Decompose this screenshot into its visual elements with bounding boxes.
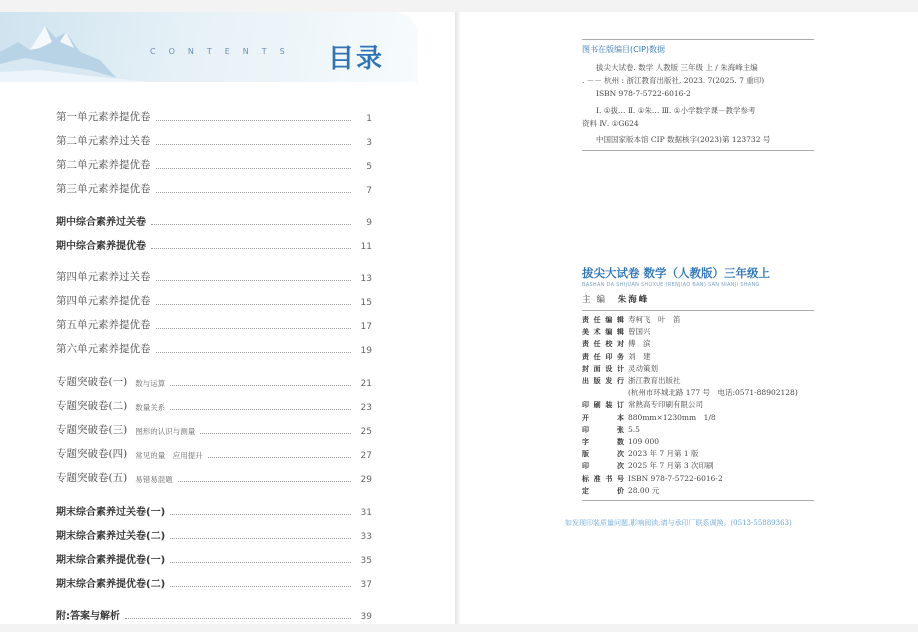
toc-leader-dots [156,168,352,169]
toc-entry-title: 期末综合素养过关卷(一) [56,507,166,518]
toc-leader-dots [200,433,351,434]
info-key: 出版发行 [582,377,624,386]
cip-class-line: 资料 Ⅳ. ①G624 [582,119,639,128]
toc-entry-subtitle: 数与运算 [135,379,166,388]
toc-entry-title: 第五单元素养提优卷 [56,319,151,331]
toc-entry [56,526,372,542]
toc-entry-title: 期末综合素养提优卷(一) [56,555,166,566]
toc-entry-subtitle: 易错易混题 [135,475,173,484]
publication-info-table [582,314,814,501]
cip-line: 拔尖大试卷. 数学 人教版 三年级 上 / 朱海峰主编 [596,63,758,72]
info-key: 印张 [582,425,624,434]
toc-entry [56,502,372,518]
editor-name: 朱海峰 [617,295,650,305]
toc-entry [56,108,372,124]
info-value: 2023 年 7 月第 1 版 [628,449,699,459]
info-key: 印刷装订 [582,401,624,410]
info-key: 字数 [582,438,624,447]
toc-entry-subtitle: 数量关系 [135,403,166,412]
toc-leader-dots [156,304,352,305]
cip-line: . －－ 杭州 : 浙江教育出版社, 2023. 7(2025. 7 重印) [582,76,765,85]
toc-page-number: 33 [360,532,372,542]
toc-entry [56,421,372,437]
toc-leader-dots [170,385,351,386]
toc-entry [56,397,372,413]
info-key: 版次 [582,450,624,459]
cip-number: 中国国家版本馆 CIP 数据核字(2023)第 123732 号 [596,135,771,144]
toc-leader-dots [156,192,352,193]
info-row [582,436,814,448]
toc-leader-dots [151,224,351,225]
toc-entry [56,340,372,356]
toc-entry [56,574,372,590]
page-title: 目录 [328,44,385,74]
cip-line: ISBN 978-7-5722-6016-2 [596,89,691,98]
contents-banner [0,12,418,82]
toc-entry [56,606,372,622]
toc-entry-title: 专题突破卷(四) [56,448,128,460]
info-value: ISBN 978-7-5722-6016-2 [628,473,723,483]
info-value: 28.00 元 [628,485,660,495]
toc-leader-dots [156,144,352,145]
toc-entry-subtitle: 常见的量 应用提升 [135,451,203,460]
toc-page-number: 21 [360,379,372,389]
toc-entry [56,268,372,284]
cip-class-line: Ⅰ. ①拔… Ⅱ. ①朱… Ⅲ. ①小学数学课－教学参考 [596,106,756,115]
toc-entry-title: 第六单元素养提优卷 [56,343,151,355]
toc-entry-title: 期末综合素养提优卷(二) [56,579,166,590]
toc-entry [56,550,372,566]
toc-page-number: 27 [360,451,372,461]
info-key: 开本 [582,413,624,422]
info-row [582,375,814,387]
toc-leader-dots [156,280,352,281]
toc-entry [56,316,372,332]
toc-leader-dots [170,562,351,563]
toc-entry-subtitle: 图形的认识与测量 [135,427,196,436]
left-page-contents [0,12,455,624]
toc-entry-title: 专题突破卷(五) [56,472,128,484]
toc-leader-dots [178,481,351,482]
cip-data-block [582,39,814,151]
info-value: 傅 滨 [628,339,651,349]
toc-leader-dots [125,618,351,619]
toc-page-number: 17 [360,322,372,332]
info-value: 2025 年 7 月第 3 次印刷 [628,461,714,471]
footer-note: 如发现印装质量问题,影响阅读,请与承印厂联系调换。(0513-55889363) [565,519,792,527]
editor-label: 主编 [582,295,612,305]
info-value: 灵动策划 [628,363,658,373]
toc-entry-title: 期中综合素养提优卷 [56,241,146,252]
toc-leader-dots [156,120,352,121]
toc-entry-title: 专题突破卷(一) [56,376,128,388]
toc-entry-title: 专题突破卷(二) [56,400,128,412]
toc-page-number: 1 [366,114,372,124]
info-key [582,387,624,399]
toc-entry-title: 第三单元素养提优卷 [56,183,151,195]
info-row [582,399,814,411]
toc-leader-dots [156,328,352,329]
toc-entry-title: 专题突破卷(三) [56,424,128,436]
toc-entry-title: 第四单元素养提优卷 [56,295,151,307]
toc-entry-title: 第四单元素养过关卷 [56,271,151,283]
toc-page-number: 37 [360,580,372,590]
info-row [582,485,814,497]
toc-page-number: 9 [366,218,372,228]
book-pinyin: BASHAN DA SHIJUAN SHUXUE (RENJIAO BAN) SAN NIANJI SHANG [582,282,760,288]
info-key: 责任校对 [582,340,624,349]
toc-entry [56,469,372,485]
toc-entry [56,156,372,172]
info-row [582,351,814,363]
toc-entry [56,212,372,228]
toc-page-number: 19 [360,346,372,356]
toc-page-number: 5 [366,162,372,172]
contents-word: CONTENTS [150,47,298,56]
info-value: 常熟高专印刷有限公司 [628,400,703,410]
toc-entry [56,180,372,196]
info-key: 美术编辑 [582,328,624,337]
toc-page-number: 7 [366,186,372,196]
toc-entry-title: 第一单元素养提优卷 [56,111,151,123]
toc-entry [56,445,372,461]
toc-leader-dots [170,409,351,410]
info-value: 曾国兴 [628,327,651,337]
toc-leader-dots [170,514,351,515]
info-key: 标准书号 [582,474,624,483]
book-title: 拔尖大试卷 数学（人教版）三年级上 [582,266,771,280]
toc-entry [56,132,372,148]
toc-leader-dots [170,586,351,587]
info-value: 浙江教育出版社 [628,376,681,386]
info-row [582,387,814,399]
toc-entry [56,292,372,308]
info-row [582,338,814,350]
toc-leader-dots [151,248,351,249]
toc-entry-title: 期末综合素养过关卷(二) [56,531,166,542]
right-page-copyright [460,12,918,624]
info-value: (杭州市环城北路 177 号 电话:0571-88902128) [628,388,798,398]
toc-page-number: 13 [360,274,372,284]
info-row [582,473,814,485]
info-row [582,460,814,472]
info-key: 责任编辑 [582,316,624,324]
toc-entry [56,373,372,389]
info-row [582,424,814,436]
info-value: 109 000 [628,437,660,447]
info-key: 责任印务 [582,352,624,361]
info-row [582,448,814,460]
toc-page-number: 39 [360,612,372,622]
chief-editor [582,293,814,311]
info-row [582,363,814,375]
info-value: 5.5 [628,424,640,434]
toc-entry-title: 期中综合素养过关卷 [56,217,146,228]
info-row [582,326,814,338]
toc-page-number: 31 [360,508,372,518]
toc-page-number: 3 [366,138,372,148]
toc-page-number: 23 [360,403,372,413]
info-row [582,314,814,326]
info-value: 寿柯飞 叶 笛 [628,315,681,324]
info-value: 刘 建 [628,351,651,361]
toc-leader-dots [170,538,351,539]
toc-leader-dots [208,457,351,458]
toc-leader-dots [156,352,352,353]
toc-entry-title: 附:答案与解析 [56,611,120,622]
info-key: 印次 [582,462,624,471]
toc-page-number: 15 [360,298,372,308]
info-row [582,412,814,424]
info-key: 封面设计 [582,364,624,373]
toc-page-number: 35 [360,556,372,566]
info-value: 880mm×1230mm 1/8 [628,412,716,422]
toc-entry [56,236,372,252]
info-key: 定价 [582,486,624,495]
toc-entry-title: 第二单元素养提优卷 [56,159,151,171]
toc-page-number: 25 [360,427,372,437]
toc-page-number: 11 [360,242,372,252]
toc-entry-title: 第二单元素养过关卷 [56,135,151,147]
cip-header: 图书在版编目(CIP)数据 [582,45,666,54]
toc-page-number: 29 [360,475,372,485]
